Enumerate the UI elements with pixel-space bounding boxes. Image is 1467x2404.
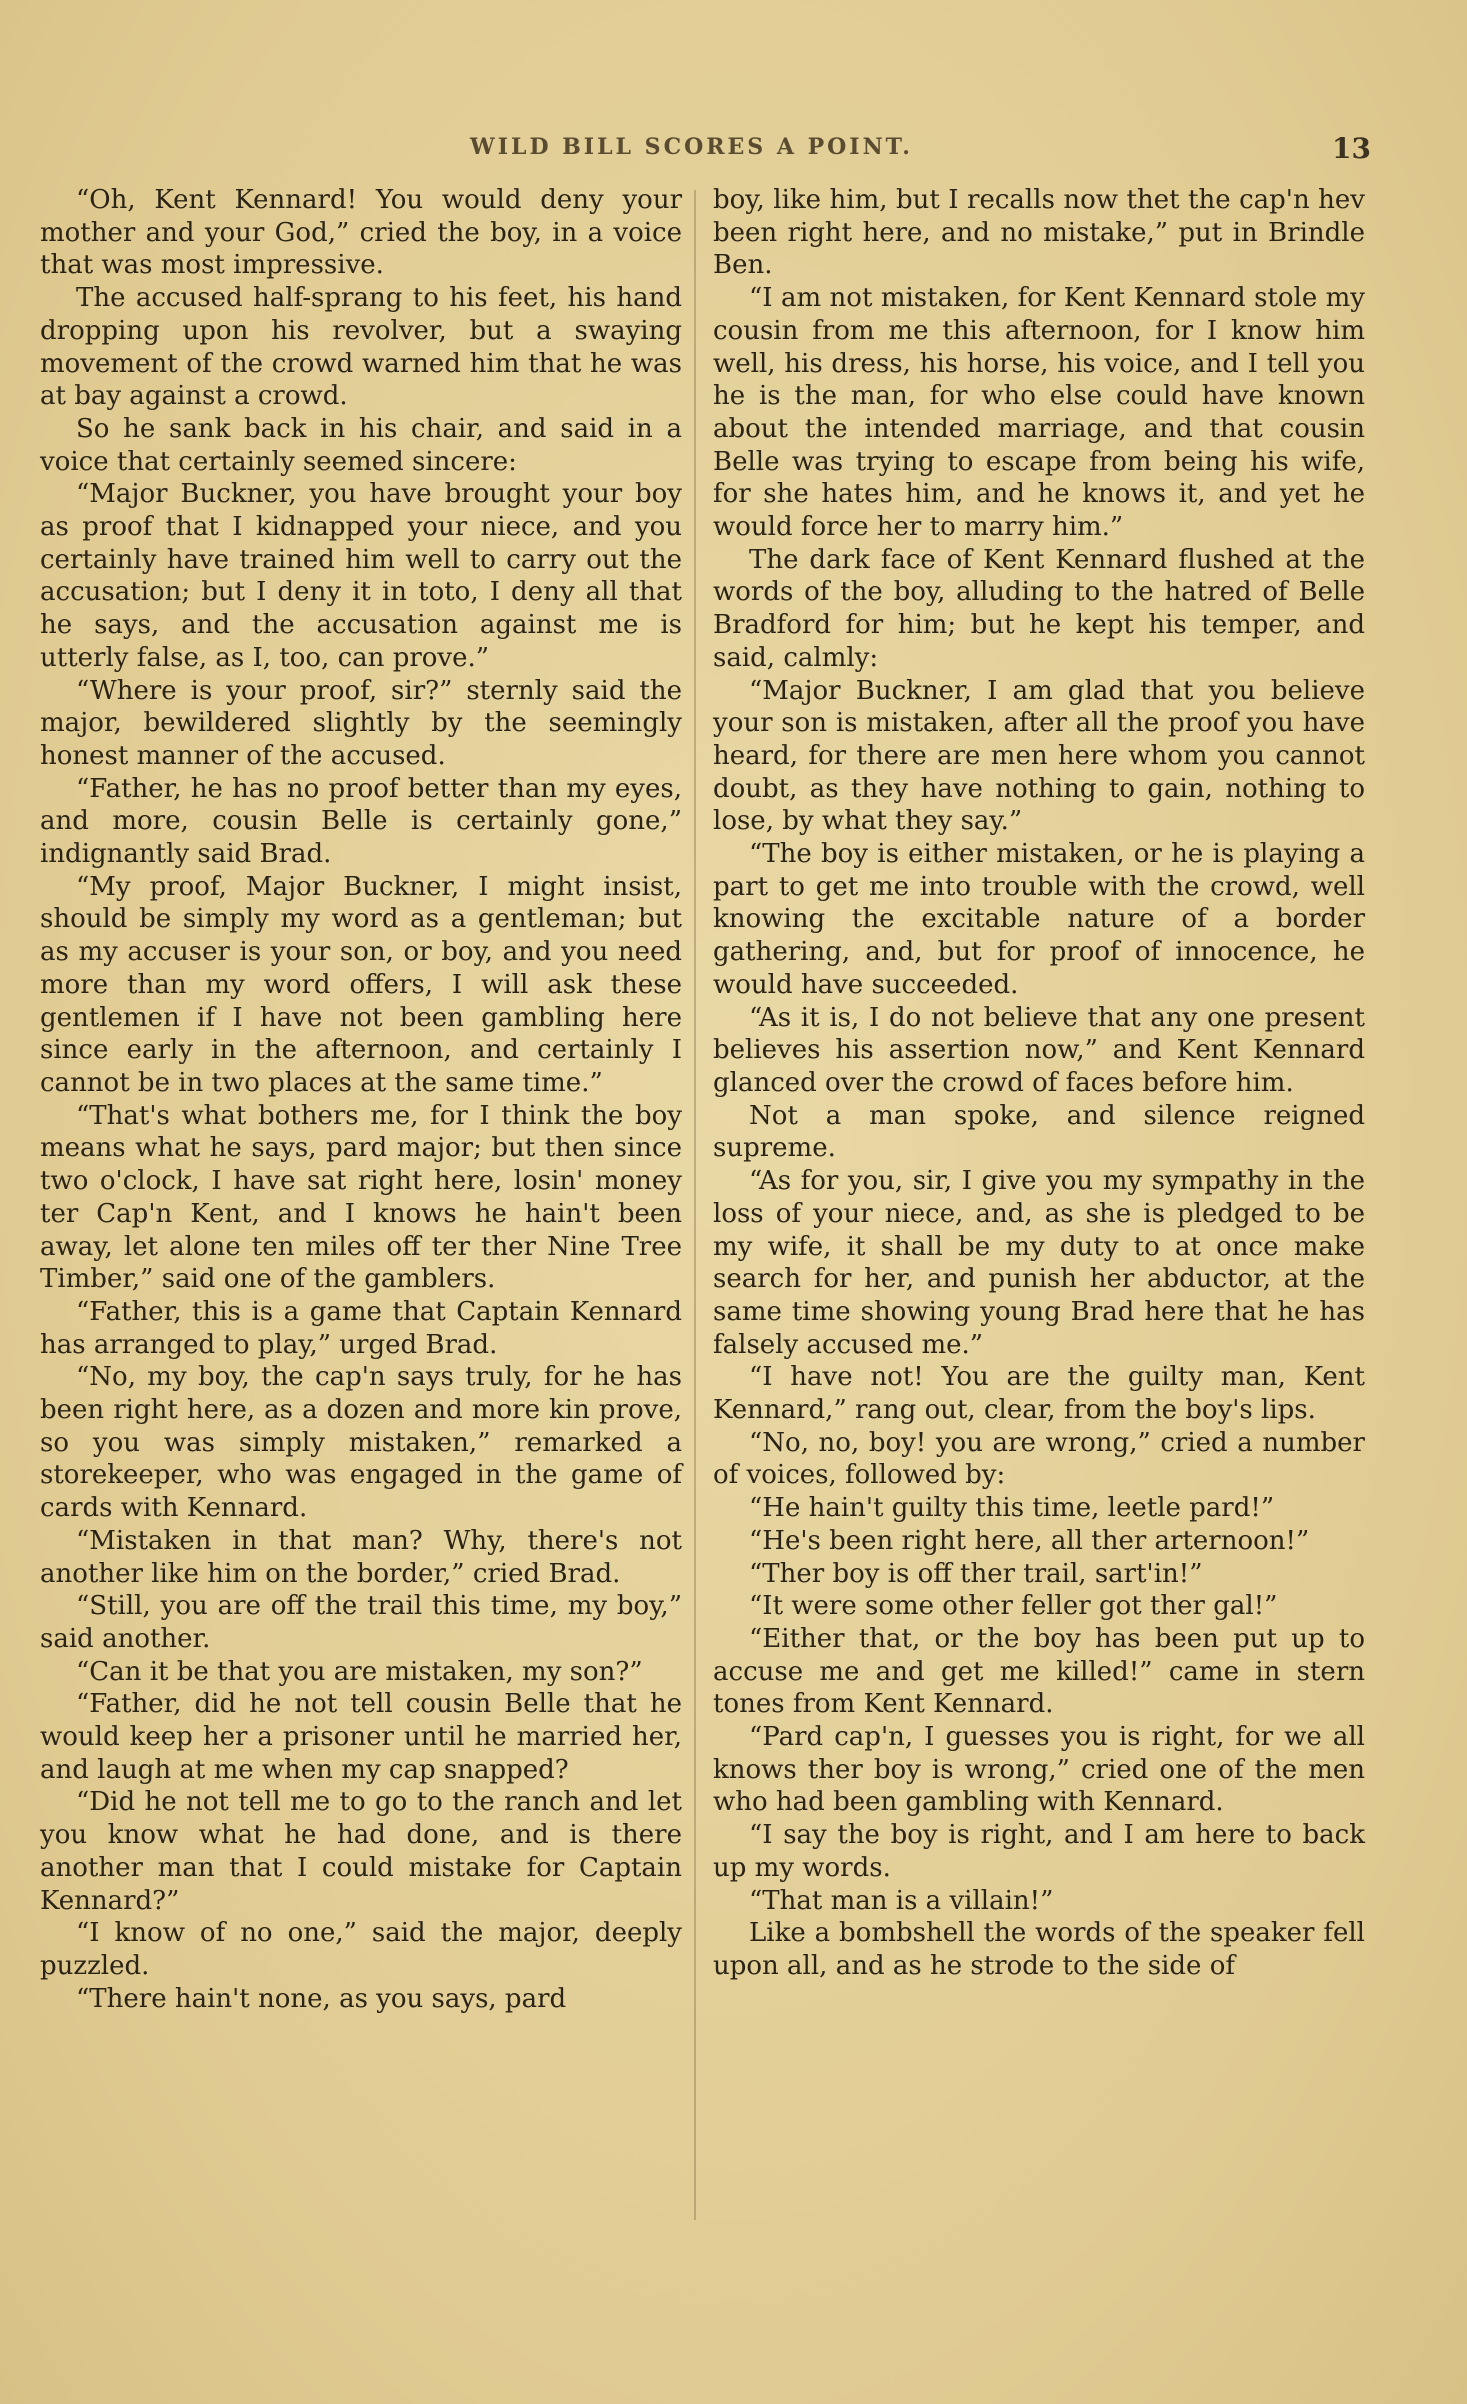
paragraph: “Can it be that you are mistaken, my son?” [76, 1656, 643, 1687]
paragraph: The dark face of Kent Kennard flushed at the words of the boy, alluding to the hatred of Belle Bradford for him; but he kept his temper, and said, calmly: [713, 544, 1365, 673]
paragraph: “Major Buckner, I am glad that you believe your son is mistaken, after all the proof you have heard, for there are men here whom you cannot doubt, as they have nothing to gain, nothing to lose, by what they say.” [713, 675, 1365, 837]
column-divider [694, 190, 696, 2220]
paragraph: “No, no, boy! you are wrong,” cried a number of voices, followed by: [713, 1427, 1365, 1491]
paragraph: “Did he not tell me to go to the ranch and let you know what he had done, and is there another man that I could mistake for Captain Kennard?” [40, 1787, 682, 1916]
right-column [713, 184, 1365, 1983]
paragraph: “It were some other feller got ther gal!” [749, 1591, 1278, 1622]
paragraph: “Oh, Kent Kennard! You would deny your mother and your God,” cried the boy, in a voice that was most impressive. [40, 185, 682, 281]
paragraph: “The boy is either mistaken, or he is playing a part to get me into trouble with the crowd, well knowing the excitable nature of a border gathering, and, but for proof of innocence, he would have succeeded. [713, 839, 1365, 1000]
paragraph: “There hain't none, as you says, pard [76, 1983, 567, 2014]
paragraph: “I have not! You are the guilty man, Kent Kennard,” rang out, clear, from the boy's lips. [713, 1362, 1365, 1426]
paragraph: “As for you, sir, I give you my sympathy in the loss of your niece, and, as she is pledged to be my wife, it shall be my duty to at once make search for her, and punish her abductor, at the same time showing young Brad here that he has falsely accused me.” [713, 1166, 1365, 1360]
running-title: WILD BILL SCORES A POINT. [470, 134, 913, 160]
paragraph: “Major Buckner, you have brought your boy as proof that I kidnapped your niece, and you certainly have trained him well to carry out the accusation; but I deny it in toto, I deny all that he says, and the accusation against me is utterly false, as I, too, can prove.” [40, 479, 682, 673]
paragraph: “I know of no one,” said the major, deeply puzzled. [40, 1918, 682, 1981]
paragraph: “He's been right here, all ther arternoon!” [749, 1525, 1310, 1556]
paragraph: Like a bombshell the words of the speaker fell upon all, and as he strode to the side of [713, 1918, 1365, 1981]
paragraph: So he sank back in his chair, and said in a voice that certainly seemed sincere: [40, 413, 682, 477]
paragraph: “My proof, Major Buckner, I might insist, should be simply my word as a gentleman; but as my accuser is your son, or boy, and you need more than my word offers, I will ask these gentlemen if I have not been gambling here since early in the afternoon, and certainly I cannot be in two places at the same time.” [40, 871, 682, 1098]
paragraph: Not a man spoke, and silence reigned supreme. [713, 1100, 1365, 1164]
paragraph: “Father, did he not tell cousin Belle that he would keep her a prisoner until he married her, and laugh at me when my cap snapped? [40, 1689, 682, 1785]
paragraph: “No, my boy, the cap'n says truly, for he has been right here, as a dozen and more kin prove, so you was simply mistaken,” remarked a storekeeper, who was engaged in the game of cards with Kennard. [40, 1362, 682, 1524]
paragraph: The accused half-sprang to his feet, his hand dropping upon his revolver, but a swaying movement of the crowd warned him that he was at bay against a crowd. [40, 283, 682, 412]
paragraph: “Where is your proof, sir?” sternly said the major, bewildered slightly by the seemingly honest manner of the accused. [40, 675, 682, 771]
paragraph: “I am not mistaken, for Kent Kennard stole my cousin from me this afternoon, for I know him well, his dress, his horse, his voice, and I tell you he is the man, for who else could have known about the intended marriage, and that cousin Belle was trying to escape from being his wife, for she hates him, and he knows it, and yet he would force her to marry him.” [713, 283, 1365, 543]
paragraph: “As it is, I do not believe that any one present believes his assertion now,” and Kent Kennard glanced over the crowd of faces before him. [713, 1002, 1365, 1098]
page-number: 13 [1332, 132, 1371, 165]
paragraph: “That's what bothers me, for I think the boy means what he says, pard major; but then since two o'clock, I have sat right here, losin' money ter Cap'n Kent, and I knows he hain't been away, let alone ten miles off ter ther Nine Tree Timber,” said one of the gamblers. [40, 1100, 682, 1295]
paragraph: “Ther boy is off ther trail, sart'in!” [749, 1558, 1203, 1589]
paragraph: “Father, he has no proof better than my eyes, and more, cousin Belle is certainly gone,” indignantly said Brad. [40, 773, 682, 870]
paragraph: “He hain't guilty this time, leetle pard!” [749, 1493, 1275, 1524]
paragraph: “Father, this is a game that Captain Kennard has arranged to play,” urged Brad. [40, 1296, 682, 1360]
paragraph-continued: boy, like him, but I recalls now thet the cap'n hev been right here, and no mistake,” put in Brindle Ben. [713, 185, 1365, 281]
paragraph: “That man is a villain!” [749, 1885, 1054, 1916]
paragraph: “Still, you are off the trail this time, my boy,” said another. [40, 1591, 682, 1654]
left-column [40, 184, 682, 2015]
paragraph: “Pard cap'n, I guesses you is right, for we all knows ther boy is wrong,” cried one of the men who had been gambling with Kennard. [713, 1722, 1365, 1818]
paragraph: “Mistaken in that man? Why, there's not another like him on the border,” cried Brad. [40, 1525, 682, 1589]
paragraph: “I say the boy is right, and I am here to back up my words. [713, 1820, 1365, 1883]
paragraph: “Either that, or the boy has been put up to accuse me and get me killed!” came in stern tones from Kent Kennard. [713, 1623, 1365, 1720]
